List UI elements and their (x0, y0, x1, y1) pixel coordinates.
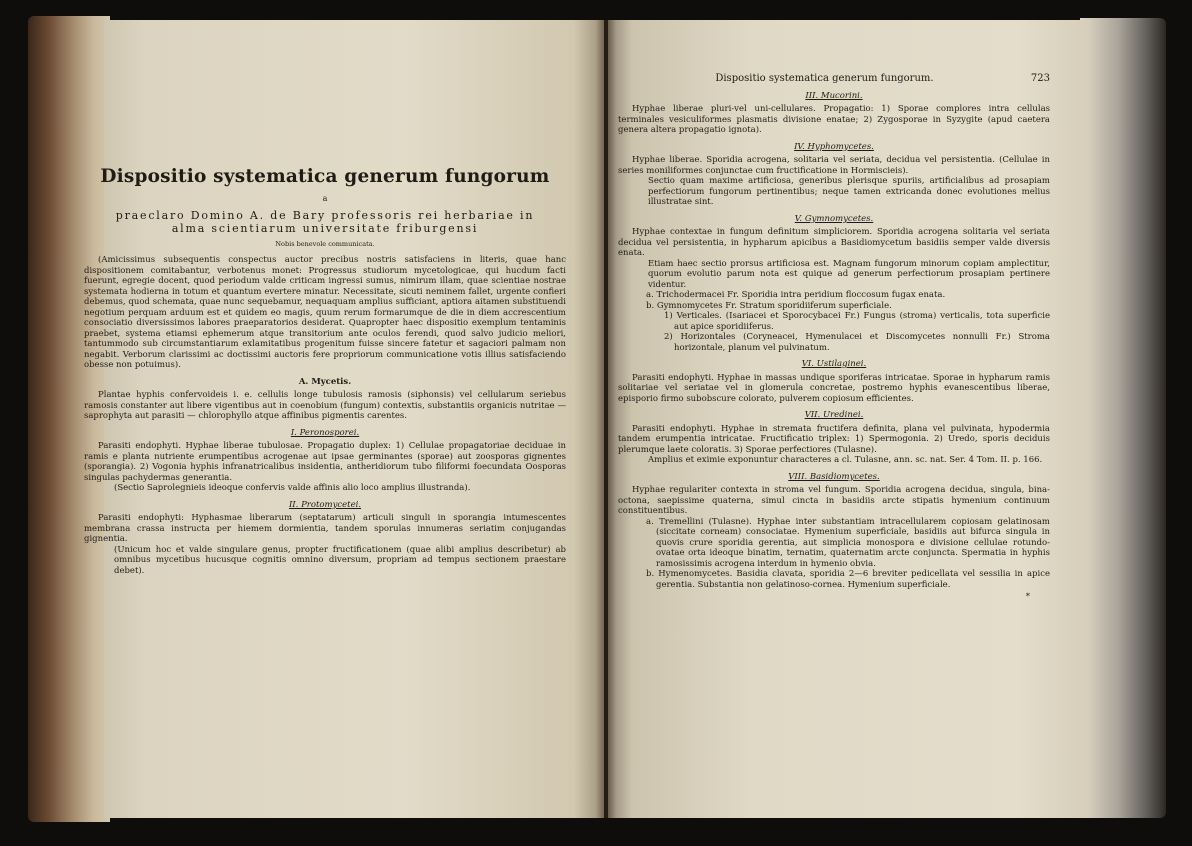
section-4-note: Sectio quam maxime artificiosa, generibus plerisque spuriis, artificialibus ad prosapiam perfectiorum fungorum pertinentibus; neque tamen extricanda donec evolutiones melius illustratae sint. (648, 176, 1050, 207)
section-5-item-b1: 1) Verticales. (Isariacei et Sporocybacei Fr.) Fungus (stroma) verticalis, tota superficie aut apice sporidiiferus. (664, 311, 1050, 332)
section-7-paragraph: Parasiti endophyti. Hyphae in stremata fructifera definita, plana vel pulvinata, hypodermia tandem erumpentia intricatae. Fructificatio triplex: 1) Spermogonia. 2) Uredo, sporis deciduis plerumque laete coloratis. 3) Sporae perfectiores (Tulasne). (618, 423, 1050, 455)
section-3-paragraph: Hyphae liberae pluri-vel uni-cellulares. Propagatio: 1) Sporae complores intra cellulas terminales vesiculiformes plasmatis divisione enatae; 2) Zygosporae in Syzygite (apud caetera genera altera propagatio ignota). (618, 104, 1050, 135)
signature-mark: * (1025, 592, 1030, 602)
section-5-heading: V. Gymnomycetes. (794, 213, 874, 224)
section-8-heading: VIII. Basidiomycetes. (788, 471, 880, 482)
section-6-heading: VI. Ustilaginei. (801, 359, 867, 369)
section-1-paragraph: Parasiti endophyti. Hyphae liberae tubulosae. Propagatio duplex: 1) Cellulae propagatoriae deciduae in ramis e planta nutriente erumpentibus acrogenae aut ipsae germinantes (sporae) aut zoosporas gignentes (sporangia). 2) Vogonia hyphis infranatricalibus insidentia, antheridiorum tubo filiformi foecundata Oosporas singulas pachydermas generantia. (84, 441, 566, 483)
section-2-paragraph: Parasiti endophyti: Hyphasmae liberarum (septatarum) articuli singuli in sporangia intumescentes membrana crassa instructa per hiemem dormientia, tandem sporulas innumeras seriatim conjugandas gignentia. (84, 513, 566, 544)
section-a-heading: A. Mycetis. (298, 376, 352, 387)
right-page-stack (1080, 18, 1166, 818)
section-8-item-a: a. Tremellini (Tulasne). Hyphae inter substantiam intracellularem copiosam gelatinosam (siccitate corneam) consociatae. Hymenium superficiale, basidiis aut bifurca singula in quovis crure sporidia gerentia, aut simplicia monospora e divisione cellulae rotundo-ovatae orta ideoque binatim, ternatim, quaternatim arcte conjuncta. Spermatia in hyphis ramosissimis acrogena interdum in hymenio obvia. (646, 516, 1050, 569)
intro-paragraph: (Amicissimus subsequentis conspectus auctor precibus nostris satisfaciens in literis, quae hanc dispositionem comitabantur, verbotenus monet: Progressus studiorum mycetologicae, qui hucdum facti fuerunt, egregie docent, quod periodum valde criticam ingressi sumus, nimirum illam, quae scientiae nostrae systemata hodierna in totum et quantum evertere minatur. Necessitate, sicuti neminem fallet, urgente confieri debemus, quod schemata, quae nunc sequebamur, nequaquam amplius sufficiant, aptiora aitamen substituendi negotium perquam arduum est et quidem eo magis, quum rerum formarumque de die in diem accrescentium consociatio diversissimos labores praeparatorios desiderat. Quapropter haec dispositio exemplum tentaminis praebet, systema etiamsi ephemerum atque transitorium ante oculos ferendi, quod salvo judicio meliori, tantummodo sub circumstantiarum exlamitatibus progenitum fuisse sincere fatetur et sagaciori palmam non negabit. Verborum clarissimi ac doctissimi auctoris fere propriorum communicatione votis illius satisfaciendo obesse non potuimus). (84, 255, 566, 370)
section-1-heading: I. Peronosporei. (290, 427, 360, 438)
dedication-line-2: alma scientiarum universitate friburgensi (171, 221, 479, 235)
section-2-heading: II. Protomycetei. (288, 499, 362, 510)
section-5-item-b: b. Gymnomycetes Fr. Stratum sporidiiferum superficiale. (646, 300, 892, 311)
section-8-paragraph: Hyphae regulariter contexta in stroma vel fungum. Sporidia acrogena decidua, singula, bina-octona, saepissime quaterna, simul cincta in basidiis arcte stipatis hymenium continuum constituentibus. (618, 485, 1050, 516)
plantae-paragraph: Plantae hyphis confervoideis i. e. cellulis longe tubulosis ramosis (siphonsis) vel cellularum seriebus ramosis constanter aut libere vigentibus aut in coenobium (fungum) contextis, substantiis organicis nutritae — saprophyta aut parasiti — chlorophyllo atque affinibus pigmentis carentes. (84, 390, 566, 421)
section-1-note: (Sectio Saprolegnieis ideoque confervis valde affinis alio loco amplius illustranda). (114, 483, 471, 493)
book-gutter (596, 20, 616, 818)
section-6-paragraph: Parasiti endophyti. Hyphae in massas undique sporiferas intricatae. Sporae in hypharum ramis solitariae vel seriatae vel in glomerula concretae, postremo hyphis evanescentibus liberae, episporio firmo subobscure colorato, pulverem copiosum efficientes. (618, 372, 1050, 404)
section-5-note: Etiam haec sectio prorsus artificiosa est. Magnam fungorum minorum copiam amplectitur, quorum evolutio parum nota est quique ad generum perfectiorum prosapiam pertinere videntur. (648, 258, 1050, 290)
right-page-text (618, 74, 1050, 611)
section-5-item-a: a. Trichodermacei Fr. Sporidia intra peridium floccosum fugax enata. (646, 290, 946, 300)
section-7-heading: VII. Uredinei. (804, 410, 864, 420)
running-header (618, 74, 1050, 85)
communication-note: Nobis benevole communicata. (275, 239, 375, 248)
title-preposition: a (322, 194, 328, 203)
section-4-heading: IV. Hyphomycetes. (794, 141, 874, 152)
main-title: Dispositio systematica generum fungorum (100, 166, 550, 187)
section-4-paragraph: Hyphae liberae. Sporidia acrogena, solitaria vel seriata, decidua vel persistentia. (Cellulae in series moniliformes conjunctae cum fructificatione in Hormiscieis). (618, 155, 1050, 176)
running-title: Dispositio systematica generum fungorum. (715, 73, 934, 84)
left-page-text (84, 166, 566, 576)
dedication-line-1: praeclaro Domino A. de Bary professoris rei herbariae in (115, 208, 535, 222)
section-3-heading: III. Mucorini. (805, 90, 863, 101)
section-5-paragraph: Hyphae contextae in fungum definitum simpliciorem. Sporidia acrogena solitaria vel seriata decidua vel persistentia, in hypharum apicibus a Basidiomycetum basidiis semper valde diversis enata. (618, 227, 1050, 258)
section-5-item-b2: 2) Horizontales (Coryneacei, Hymenulacei et Discomycetes nonnulli Fr.) Stroma horizontale, planum vel pulvinatum. (664, 332, 1050, 353)
section-7-note: Amplius et eximie exponuntur characteres a cl. Tulasne, ann. sc. nat. Ser. 4 Tom. II. p. 166. (648, 455, 1043, 465)
section-2-note: (Unicum hoc et valde singulare genus, propter fructificationem (quae alibi amplius describetur) ab omnibus mycetibus hucusque cognitis omnino diversum, propriam ad tempus sectionem praestare debet). (114, 544, 566, 576)
section-8-item-b: b. Hymenomycetes. Basidia clavata, sporidia 2—6 breviter pedicellata vel sessilia in apice gerentia. Substantia non gelatinoso-cornea. Hymenium superficiale. (646, 569, 1050, 590)
page-number: 723 (1030, 73, 1050, 84)
